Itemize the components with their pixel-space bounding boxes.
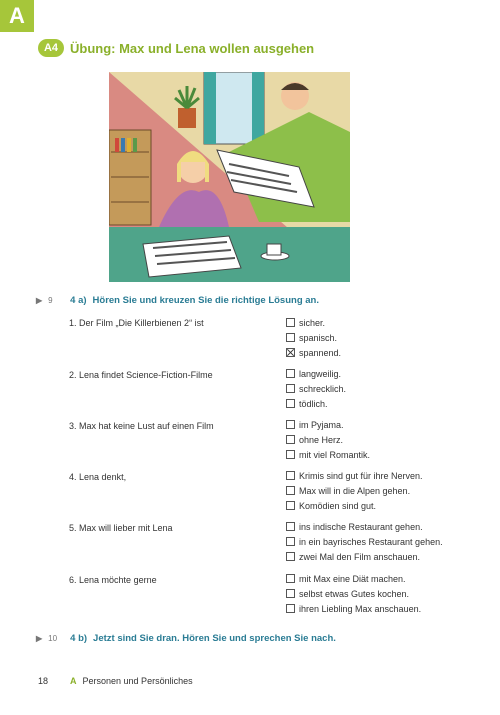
checkbox[interactable] [286,450,295,459]
audio-play-icon[interactable]: ▶ [36,296,43,305]
option[interactable] [286,417,370,432]
question-text: Lena findet Science-Fiction-Filme [79,370,213,380]
exercise-title: Übung: Max und Lena wollen ausgehen [70,40,315,56]
option-text: langweilig. [299,368,342,379]
question-2-options [286,366,346,411]
exercise-number-badge: A4 [38,39,64,57]
option-text: Komödien sind gut. [299,500,377,511]
option-text: mit Max eine Diät machen. [299,573,406,584]
option[interactable] [286,396,346,411]
checkbox[interactable] [286,522,295,531]
question-number: 4. [69,472,77,482]
question-4-options [286,468,423,513]
option-text: zwei Mal den Film anschauen. [299,551,421,562]
question-3-options [286,417,370,462]
question-number: 5. [69,523,77,533]
exercise-header [38,38,314,58]
question-number: 2. [69,370,77,380]
task-b-text: Jetzt sind Sie dran. Hören Sie und sprechen Sie nach. [93,633,336,644]
illustration-phone-call [109,72,350,282]
option[interactable] [286,315,341,330]
checkbox[interactable] [286,420,295,429]
option-text: Krimis sind gut für ihre Nerven. [299,470,423,481]
question-text: Lena denkt, [79,472,127,482]
checkbox[interactable] [286,537,295,546]
option-text: in ein bayrisches Restaurant gehen. [299,536,443,547]
option[interactable] [286,549,443,564]
question-number: 3. [69,421,77,431]
audio-track-number: 10 [48,634,58,643]
question-1 [69,318,204,328]
option[interactable] [286,381,346,396]
option[interactable] [286,447,370,462]
question-5 [69,523,173,533]
option[interactable] [286,345,341,360]
checkbox[interactable] [286,589,295,598]
question-5-options [286,519,443,564]
checkbox[interactable] [286,318,295,327]
page-number: 18 [38,676,49,686]
question-6-options [286,571,421,616]
question-text: Max hat keine Lust auf einen Film [79,421,214,431]
question-6 [69,575,157,585]
page-footer [38,676,193,686]
unit-letter-badge: A [0,0,34,32]
question-text: Max will lieber mit Lena [79,523,173,533]
option-text: ins indische Restaurant gehen. [299,521,423,532]
checkbox[interactable] [286,333,295,342]
checkbox[interactable] [286,435,295,444]
question-4 [69,472,126,482]
option-text: tödlich. [299,398,328,409]
task-b-label: 4 b) [70,633,88,644]
checkbox-checked[interactable] [286,348,295,357]
checkbox[interactable] [286,552,295,561]
question-number: 6. [69,575,77,585]
task-a-label: 4 a) [70,295,87,306]
checkbox[interactable] [286,574,295,583]
task-a-text: Hören Sie und kreuzen Sie die richtige Lösung an. [92,295,319,306]
task-b-instruction [36,633,336,644]
question-1-options [286,315,341,360]
checkbox[interactable] [286,384,295,393]
option-text: ohne Herz. [299,434,344,445]
question-number: 1. [69,318,77,328]
checkbox[interactable] [286,501,295,510]
audio-play-icon[interactable]: ▶ [36,634,43,643]
option[interactable] [286,601,421,616]
option[interactable] [286,483,423,498]
option[interactable] [286,432,370,447]
question-3 [69,421,214,431]
task-a-instruction [36,295,319,306]
option-text: ihren Liebling Max anschauen. [299,603,422,614]
question-text: Lena möchte gerne [79,575,157,585]
audio-track-number: 9 [48,296,53,305]
option[interactable] [286,330,341,345]
question-text: Der Film „Die Killerbienen 2“ ist [79,318,204,328]
option-text: spannend. [299,347,342,358]
option[interactable] [286,366,346,381]
option-text: selbst etwas Gutes kochen. [299,588,410,599]
checkbox[interactable] [286,369,295,378]
option-text: im Pyjama. [299,419,344,430]
checkbox[interactable] [286,604,295,613]
option-text: Max will in die Alpen gehen. [299,485,411,496]
question-2 [69,370,213,380]
option[interactable] [286,519,443,534]
checkbox[interactable] [286,486,295,495]
chapter-letter: A [70,676,77,686]
option[interactable] [286,586,421,601]
checkbox[interactable] [286,399,295,408]
option-text: spanisch. [299,332,338,343]
chapter-title: Personen und Persönliches [82,676,193,686]
option[interactable] [286,498,423,513]
checkbox[interactable] [286,471,295,480]
option[interactable] [286,468,423,483]
option-text: mit viel Romantik. [299,449,371,460]
option[interactable] [286,571,421,586]
option-text: schrecklich. [299,383,347,394]
option-text: sicher. [299,317,326,328]
option[interactable] [286,534,443,549]
